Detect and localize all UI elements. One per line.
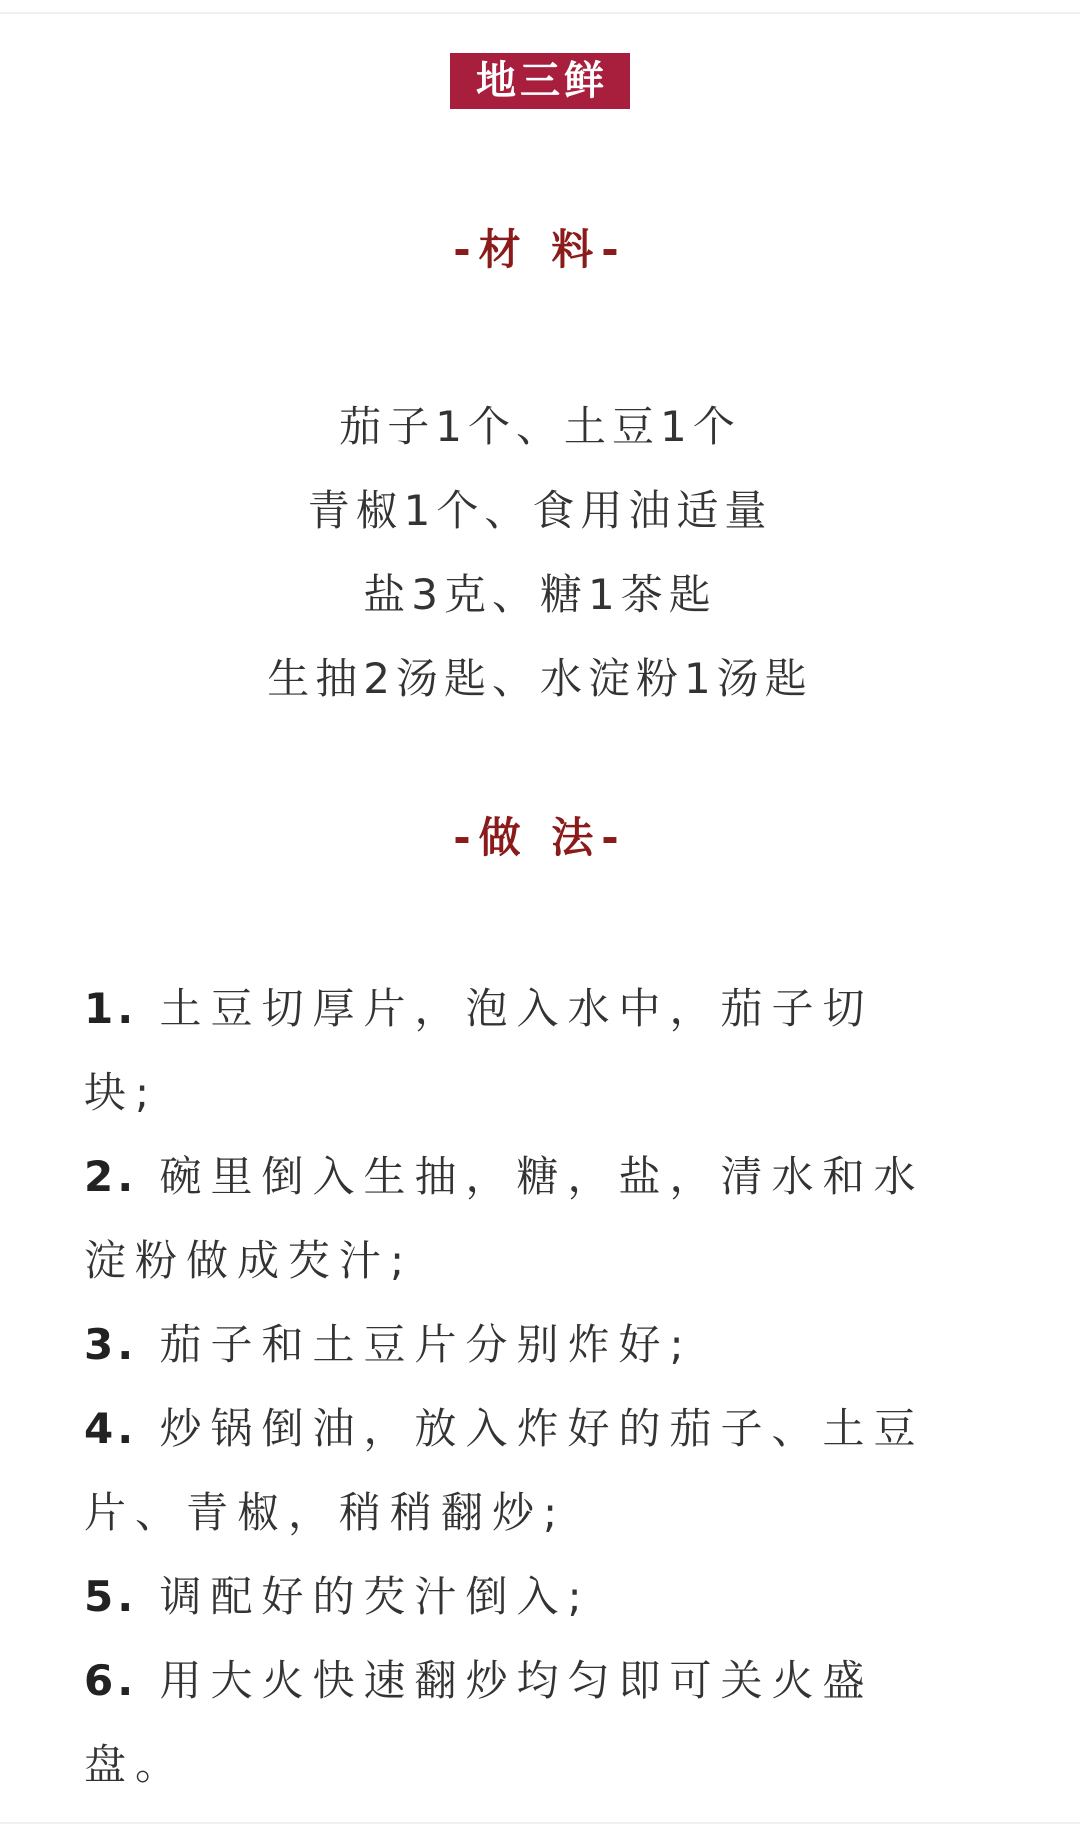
step-line [84,1219,1004,1303]
step-text: 块; [84,1068,159,1117]
step-number: 5. [84,1572,138,1621]
method-steps [84,967,1004,1807]
step-text: 土豆切厚片，泡入水中，茄子切 [159,984,874,1033]
materials-heading: -材 料- [453,225,627,274]
title-container [0,53,1080,109]
bottom-divider [0,1822,1080,1824]
step-line [84,967,1004,1051]
step-number: 4. [84,1404,138,1453]
method-heading: -做 法- [453,813,627,862]
ingredient-line: 生抽2汤匙、水淀粉1汤匙 [267,654,813,703]
step-text: 茄子和土豆片分别炸好; [159,1320,693,1369]
step-text: 盘。 [84,1740,187,1789]
step-number: 1. [84,984,138,1033]
step-number: 3. [84,1320,138,1369]
ingredient-line: 青椒1个、食用油适量 [307,486,773,535]
step-text: 碗里倒入生抽，糖，盐，清水和水 [159,1152,925,1201]
step-text: 用大火快速翻炒均匀即可关火盛 [159,1656,874,1705]
step-line [84,1555,1004,1639]
ingredient-line: 盐3克、糖1茶匙 [363,570,717,619]
step-text: 淀粉做成芡汁; [84,1236,414,1285]
step-line [84,1723,1004,1807]
step-line [84,1135,1004,1219]
step-number: 2. [84,1152,138,1201]
step-line [84,1051,1004,1135]
step-line [84,1387,1004,1471]
top-divider [0,12,1080,14]
step-line [84,1303,1004,1387]
recipe-title: 地三鲜 [450,53,630,109]
ingredient-line: 茄子1个、土豆1个 [339,402,741,451]
step-number: 6. [84,1656,138,1705]
step-text: 炒锅倒油，放入炸好的茄子、土豆 [159,1404,925,1453]
step-line [84,1471,1004,1555]
ingredients-list [0,385,1080,721]
step-line [84,1639,1004,1723]
step-text: 片、青椒，稍稍翻炒; [84,1488,567,1537]
step-text: 调配好的芡汁倒入; [159,1572,591,1621]
